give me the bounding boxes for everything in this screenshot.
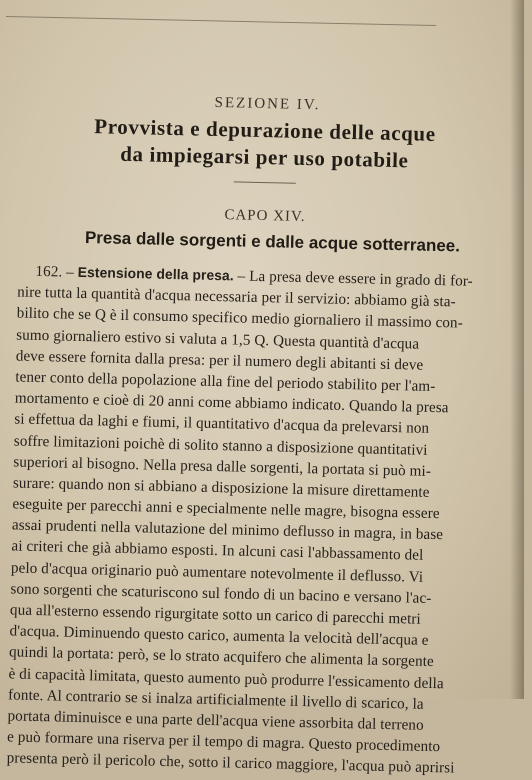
text-line: tener conto della popolazione alla fine del periodo stabilito per l'am- — [15, 368, 436, 395]
section-title-line-1: Provvista e depurazione delle acque — [94, 114, 436, 146]
text-line: superiori al bisogno. Nella presa dalle sorgenti, la portata si può mi- — [13, 453, 432, 480]
text-line: portata diminuisce e una parte dell'acqua viene assorbita dal terreno — [7, 707, 424, 734]
text-line: mortamento e cioè di 20 anni come abbiamo indicato. Quando la presa — [14, 389, 449, 417]
section-title-line-2: da impiegarsi per uso potabile — [119, 141, 409, 173]
text-line: assai prudenti nella valutazione del minimo deflusso in magra, in base — [11, 516, 444, 544]
paragraph-number: 162. — [35, 262, 63, 281]
text-line: bilito che se Q è il consumo specifico medio giornaliero il massimo con- — [16, 304, 463, 332]
text-line: eseguite per parecchi anni e specialmente nelle magre, bisogna essere — [12, 495, 440, 523]
paragraph-first-line-text: – La presa deve essere in grado di for- — [237, 267, 473, 290]
text-line: soffre limitazioni poichè di solito stanno a disposizione quantitativi — [13, 431, 428, 459]
text-line: fonte. Al contrario se si inalza artificialmente il livello di scarico, la — [7, 686, 424, 713]
chapter-title: Presa dalle sorgenti e dalle acque sotterranee. — [84, 228, 461, 256]
text-line: deve essere fornita dalla presa: per il numero degli abitanti si deve — [15, 347, 424, 374]
text-line: sumo giornaliero estivo si valuta a 1,5 Q. Questa quantità d'acqua — [16, 326, 420, 353]
text-line: pelo d'acqua originario può aumentare notevolmente il deflusso. Vi — [10, 559, 424, 586]
text-line: d'acqua. Diminuendo questo carico, aumenta la velocità dell'acqua e — [9, 622, 429, 650]
text-line: quindi la portata: però, se lo strato acquifero che alimenta la sorgente — [8, 643, 434, 671]
paragraph-dash: – — [66, 263, 75, 281]
title-divider — [234, 181, 296, 183]
text-line: e può formare una riserva per il tempo di magra. Questo procedimento — [6, 728, 441, 756]
text-line: surare: quando non si abbiano a disposizione la misure direttamente — [12, 474, 430, 501]
paragraph-162 — [6, 260, 509, 780]
section-label: SEZIONE IV. — [214, 94, 321, 114]
section-title — [44, 112, 485, 176]
paragraph-heading: Estensione della presa. — [77, 263, 234, 284]
text-line: sono sorgenti che scaturiscono sul fondo di un bacino e versano l'ac- — [10, 580, 432, 607]
text-line: qua all'esterno essendo rigurgitate sotto un carico di parecchi metri — [9, 601, 422, 628]
text-line: ai criteri che già abbiamo esposti. In alcuni casi l'abbassamento del — [11, 537, 424, 565]
text-line: è di capacità limitata, questo aumento può produrre l'essicamento della — [8, 664, 444, 692]
text-line: presenta però il pericolo che, sotto il carico maggiore, l'acqua può aprirsi — [6, 749, 455, 777]
page-edge-shadow — [510, 0, 524, 699]
text-line: si effettua da laghi e fiumi, il quantitativo d'acqua da prelevarsi non — [14, 410, 430, 438]
chapter-label: CAPO XIV. — [224, 207, 306, 225]
text-line: nire tutta la quantità d'acqua necessaria per il servizio: abbiamo già sta- — [17, 283, 456, 311]
